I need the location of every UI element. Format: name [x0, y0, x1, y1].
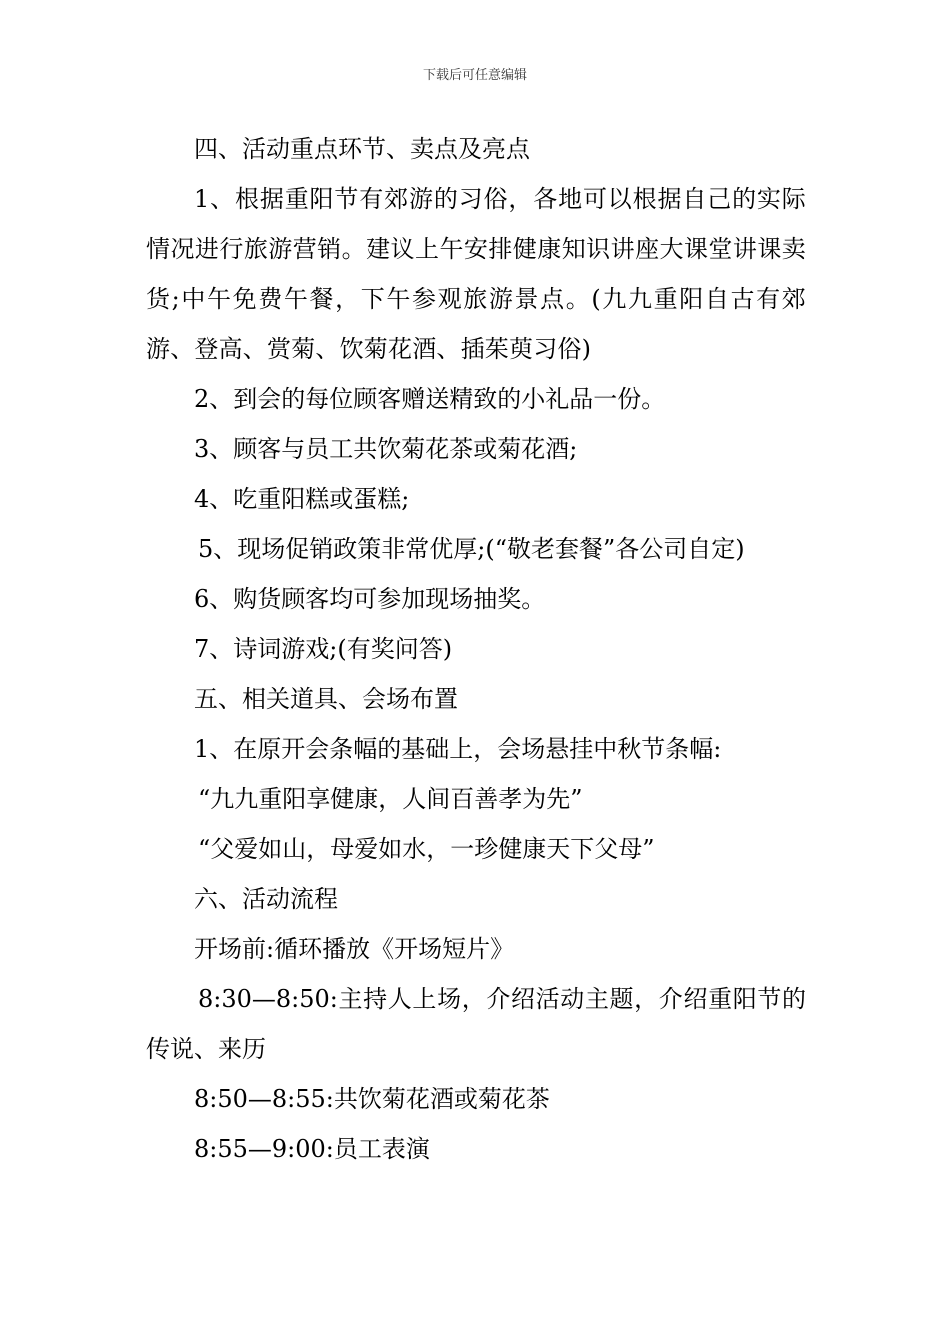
document-body: [146, 124, 806, 1174]
paragraph-banner-intro: 1、在原开会条幅的基础上，会场悬挂中秋节条幅:: [194, 735, 722, 763]
paragraph-item-5: 5、现场促销政策非常优厚;(“敬老套餐”各公司自定): [198, 535, 745, 563]
paragraph-item-3: 3、顾客与员工共饮菊花茶或菊花酒;: [194, 435, 578, 463]
paragraph-item-6: 6、购货顾客均可参加现场抽奖。: [194, 585, 546, 613]
schedule-item-1: 8:30—8:50:主持人上场，介绍活动主题，介绍重阳节的传说、来历: [146, 985, 806, 1063]
schedule-item-2: 8:50—8:55:共饮菊花酒或菊花茶: [194, 1085, 550, 1113]
section-heading-6: 六、活动流程: [194, 885, 338, 913]
page-header: 下载后可任意编辑: [422, 68, 527, 83]
paragraph-item-4: 4、吃重阳糕或蛋糕;: [194, 485, 410, 513]
paragraph-item-2: 2、到会的每位顾客赠送精致的小礼品一份。: [194, 385, 666, 413]
banner-slogan-1: “九九重阳享健康，人间百善孝为先”: [198, 785, 583, 813]
paragraph-item-1: 1、根据重阳节有郊游的习俗，各地可以根据自己的实际情况进行旅游营销。建议上午安排健康知识讲座大课堂讲课卖货;中午免费午餐，下午参观旅游景点。(九九重阳自古有郊游、登高、赏菊、饮菊花酒、插茱萸习俗): [146, 185, 806, 363]
schedule-item-3: 8:55—9:00:员工表演: [194, 1135, 430, 1163]
section-heading-4: 四、活动重点环节、卖点及亮点: [194, 135, 530, 163]
paragraph-item-7: 7、诗词游戏;(有奖问答): [194, 635, 453, 663]
schedule-pre-opening: 开场前:循环播放《开场短片》: [194, 935, 515, 963]
banner-slogan-2: “父爱如山，母爱如水，一珍健康天下父母”: [198, 835, 655, 863]
section-heading-5: 五、相关道具、会场布置: [194, 685, 458, 713]
